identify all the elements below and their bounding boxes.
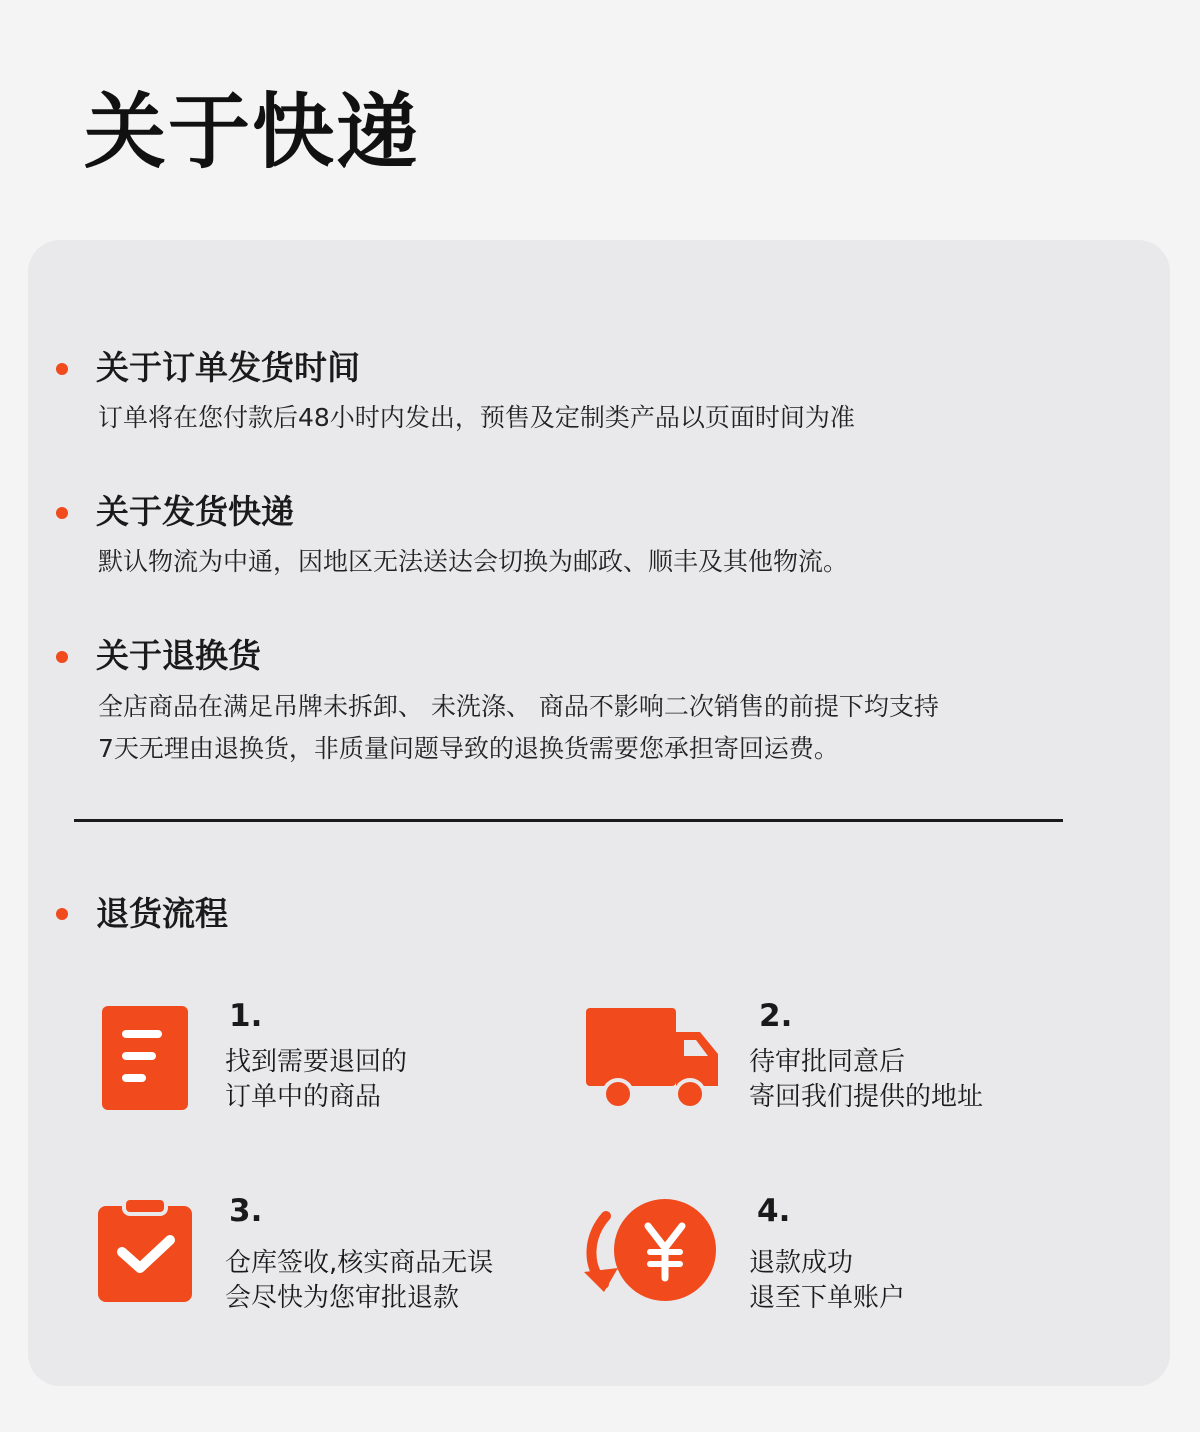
bullet-dot	[56, 908, 68, 920]
info-card	[28, 240, 1170, 1386]
section-heading: 关于退换货	[96, 636, 261, 675]
bullet-dot	[56, 363, 68, 375]
step-number: 4.	[757, 1193, 791, 1229]
step-text-line-2: 会尽快为您审批退款	[225, 1283, 460, 1313]
step-number: 2.	[759, 998, 793, 1034]
truck-icon	[586, 1006, 720, 1112]
step-text-line-2: 寄回我们提供的地址	[749, 1082, 984, 1112]
section-text-line-1: 全店商品在满足吊牌未拆卸、 未洗涤、 商品不影响二次销售的前提下均支持	[98, 692, 939, 721]
step-text-line-1: 退款成功	[749, 1248, 854, 1278]
section-text-line-2: 7天无理由退换货，非质量问题导致的退换货需要您承担寄回运费。	[98, 734, 839, 763]
step-text-line-2: 订单中的商品	[225, 1082, 382, 1112]
document-icon	[102, 1006, 188, 1110]
divider	[74, 819, 1063, 822]
section-heading: 退货流程	[96, 894, 228, 933]
step-text-line-1: 找到需要退回的	[225, 1047, 408, 1077]
step-text-line-1: 仓库签收,核实商品无误	[225, 1248, 494, 1278]
page-title: 关于快递	[84, 85, 421, 180]
bullet-dot	[56, 507, 68, 519]
step-text-line-2: 退至下单账户	[749, 1283, 906, 1313]
section-text: 订单将在您付款后48小时内发出，预售及定制类产品以页面时间为准	[98, 403, 855, 432]
step-text-line-1: 待审批同意后	[749, 1047, 906, 1077]
section-heading: 关于订单发货时间	[96, 348, 360, 387]
section-text: 默认物流为中通，因地区无法送达会切换为邮政、顺丰及其他物流。	[98, 547, 849, 576]
bullet-dot	[56, 651, 68, 663]
step-number: 1.	[229, 998, 263, 1034]
clipboard-check-icon	[98, 1196, 194, 1304]
yuan-refund-icon	[576, 1196, 720, 1306]
step-number: 3.	[229, 1193, 263, 1229]
section-heading: 关于发货快递	[96, 492, 294, 531]
